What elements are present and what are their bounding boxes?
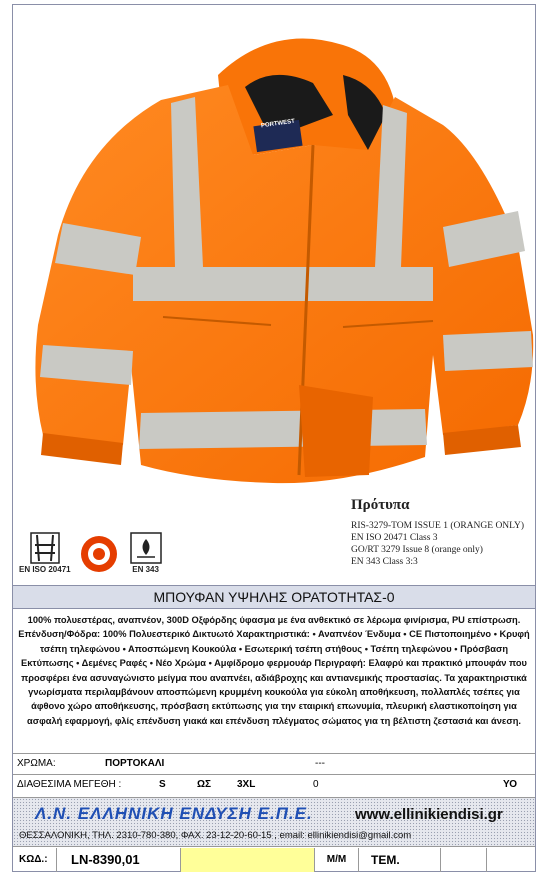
size-min: S [159,779,166,790]
sizes-qty: 0 [313,779,319,790]
certification-icons [19,531,165,574]
goret-icon [79,534,119,574]
code-value: LN-8390,01 [57,848,181,872]
en343-icon [127,531,165,574]
product-sheet [12,4,536,872]
company-name: Λ.Ν. ΕΛΛΗΝΙΚΗ ΕΝΔΥΣΗ Ε.Π.Ε. [35,804,313,823]
color-extra: --- [315,758,325,769]
standard-line: EN ISO 20471 Class 3 [351,533,438,543]
company-banner [13,797,535,847]
code-label: ΚΩΔ.: [13,848,57,872]
code-highlight-cell [181,848,315,872]
standard-line: EN 343 Class 3:3 [351,557,418,567]
sizes-row [13,774,535,797]
empty-cell [441,848,487,872]
product-description: 100% πολυεστέρας, αναπνέον, 300D Οξφόρδης ύφασμα με ένα ανθεκτικό σε λέρωμα φινίρισμα, PU επίστρωση. Επένδυση/Φόδρα: 100% Πολυεστερικό Δικτυωτό Χαρακτηριστικά: • Αναπνέον Ένδυμα • CE Πιστοποιημένο • Κρυφή τσέπη τηλεφώνου • Αποσπώμενη Κουκούλα • Εσωτερική τσέπη στήθους • Τσέπη τηλεφώνου • Πρόσβαση Εκτύπωσης • Δεμένες Ραφές • Νέο Χρώμα • Αμφίδρομο φερμουάρ Περιγραφή: Ελαφρύ και πρακτικό μπουφάν που προσφέρει ένα ασυναγώνιστο μείγμα που αναπνέει, αδιάβροχης και αντιανεμικής προστασίας. Τα χαρακτηριστικά γνωρίσματα περιλαμβάνουν αποσπώμενη κρυμμένη κουκούλα για εύκολη αποθήκευση, πολλαπλές τσέπες για άφθονο χώρο αποθήκευσης, πρόσβαση εκτύπωσης για την εταιρική επωνυμία, πλευρική ελαστικοποίηση για ασφαλή εφαρμογή, φλίς επένδυση γιακά και επένδυση πλέγματος σώματος για τη βέλτιστη ζεστασιά και άνεση. [18,615,530,726]
color-value: ΠΟΡΤΟΚΑΛΙ [105,758,165,769]
unit-value: ΤΕΜ. [359,848,441,872]
size-max: 3XL [237,779,256,790]
iso-20471-icon [19,531,71,574]
unit-label: Μ/Μ [315,848,359,872]
standard-line: RIS-3279-TOM ISSUE 1 (ORANGE ONLY) [351,521,525,531]
code-row [13,848,535,872]
color-row [13,753,535,774]
en343-label: EN 343 [132,565,159,574]
size-separator: ΩΣ [197,779,212,790]
standards-heading: Πρότυπα [351,497,410,513]
standards-block [351,497,531,568]
sizes-suffix: ΥΟ [503,779,518,790]
product-photo [13,5,535,581]
company-website[interactable]: www.ellinikiendisi.gr [355,806,503,823]
brand-label: PORTWEST [260,118,296,130]
jacket-illustration [13,5,535,505]
color-label: ΧΡΩΜΑ: [17,758,56,769]
product-title: ΜΠΟΥΦΑΝ ΥΨΗΛΗΣ ΟΡΑΤΟΤΗΤΑΣ-0 [13,585,535,609]
company-contact: ΘΕΣΣΑΛΟΝΙΚΗ, ΤΗΛ. 2310-780-380, ΦΑΧ. 23-12-20-60-15 , email: ellinikiendisi@gmail.com [19,830,412,841]
standard-line: GO/RT 3279 Issue 8 (orange only) [351,545,483,555]
sizes-label: ΔΙΑΘΕΣΙΜΑ ΜΕΓΕΘΗ : [17,779,122,790]
iso-20471-label: EN ISO 20471 [19,565,71,574]
